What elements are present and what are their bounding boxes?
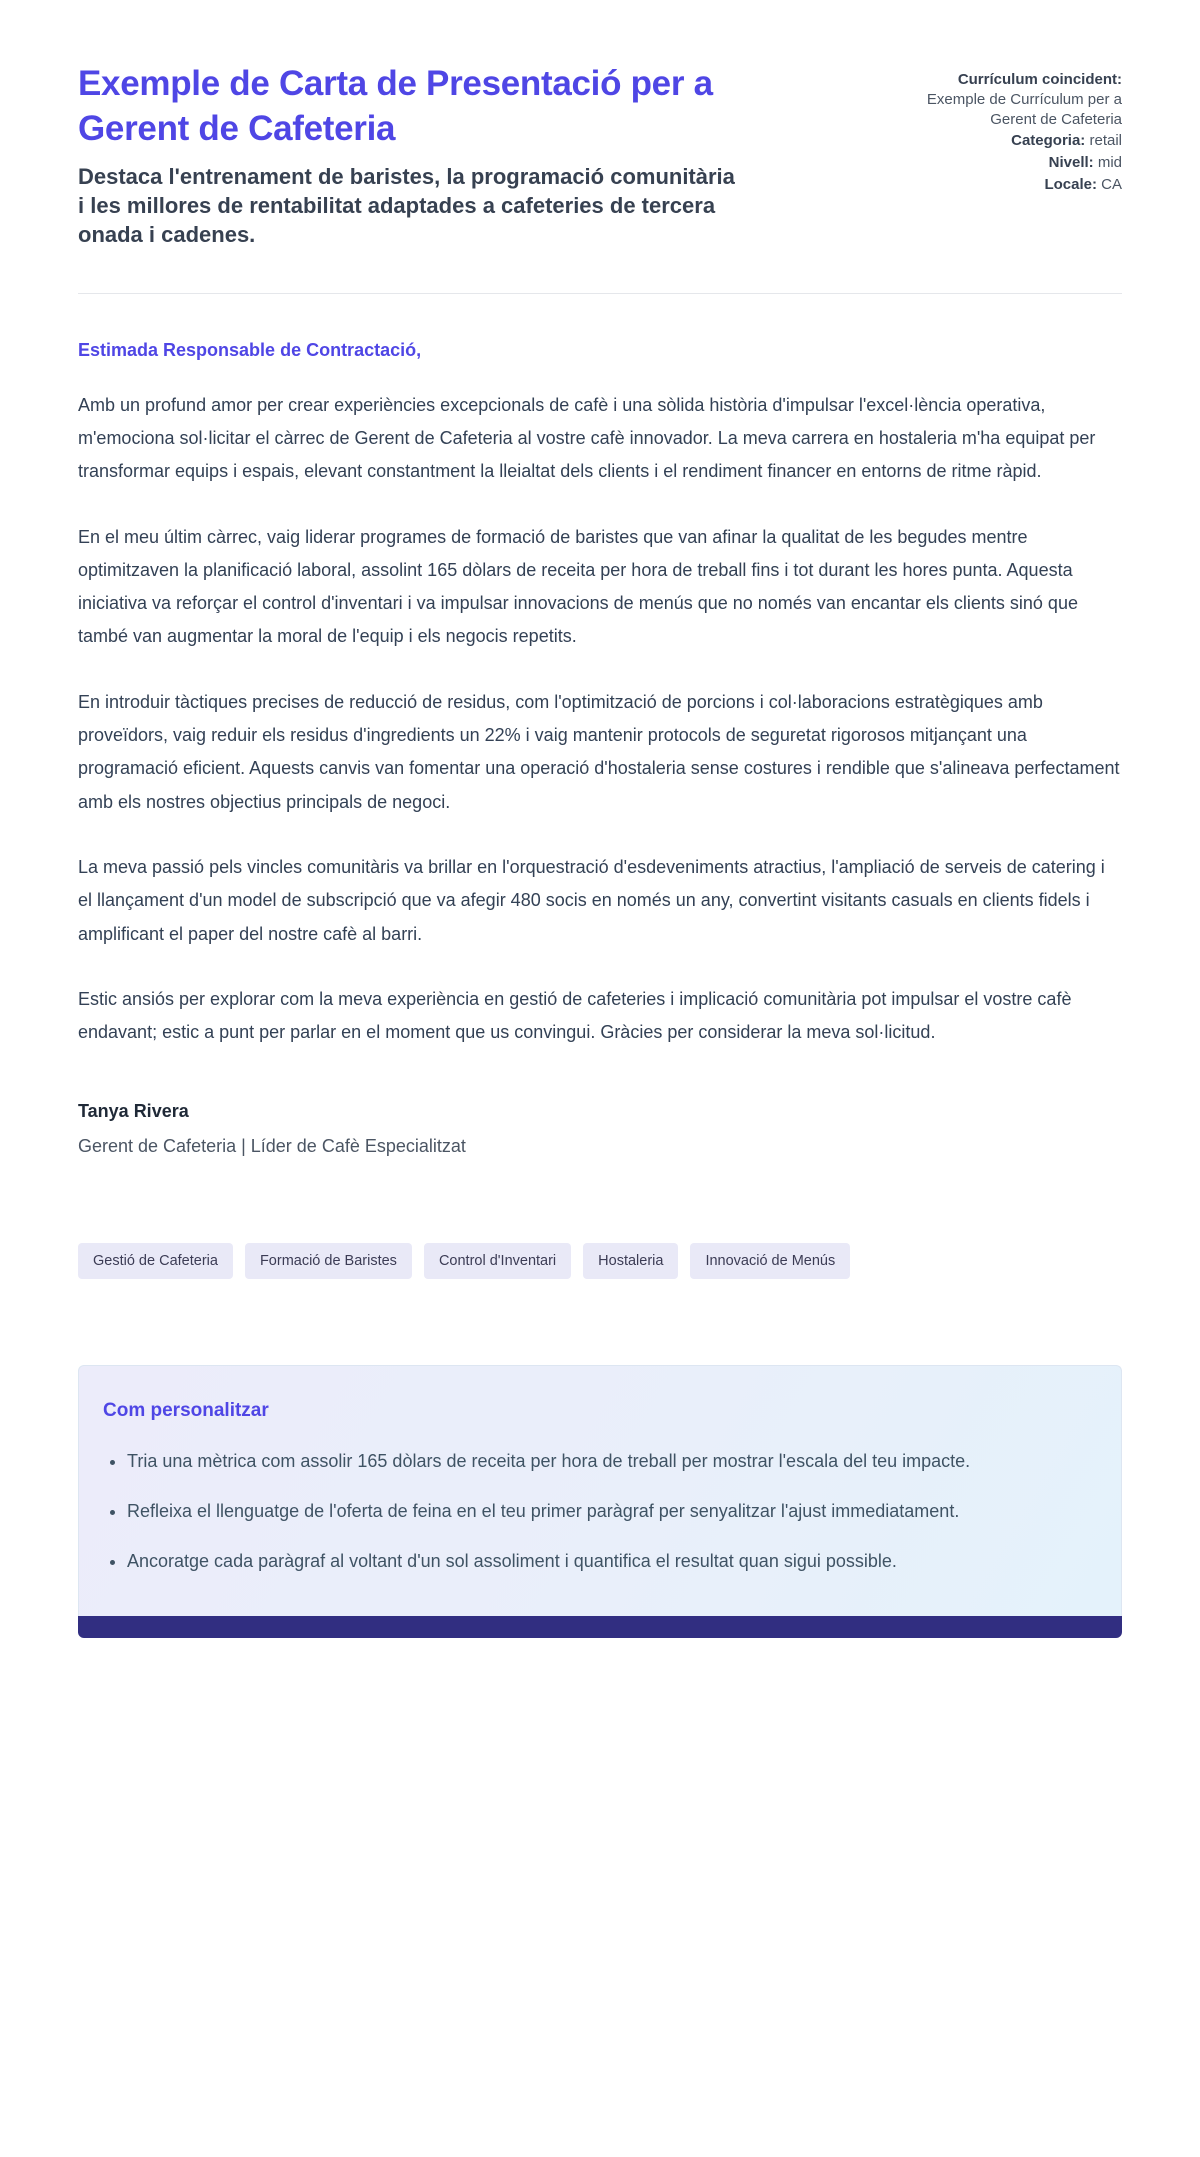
signature-name: Tanya Rivera	[78, 1101, 189, 1122]
category-label: Categoria:	[1011, 132, 1086, 150]
locale-row	[882, 175, 1122, 195]
how-to-personalize-callout	[78, 1365, 1122, 1616]
letter-paragraph: En introduir tàctiques precises de reducció de residus, com l'optimització de porcions i col·laboracions estratègiques amb proveïdors, vaig reduir els residus d'ingredients un 22% i vaig mantenir protocols de seguretat rigorosos mitjançant una programació eficient. Aquests canvis van fomentar una operació d'hostaleria sense costures i rendible que s'alineava perfectament amb els nostres objectius principals de negoci.	[78, 691, 1120, 812]
locale-label: Locale:	[1044, 175, 1097, 193]
cover-letter-page	[78, 0, 1122, 1666]
locale-value: CA	[1101, 175, 1122, 193]
letter-paragraph: Amb un profund amor per crear experiències excepcionals de cafè i una sòlida història d'impulsar l'excel·lència operativa, m'emociona sol·licitar el càrrec de Gerent de Cafeteria al vostre cafè innovador. La meva carrera en hostaleria m'ha equipat per transformar equips i espais, elevant constantment la lleialtat dels clients i el rendiment financer en entorns de ritme ràpid.	[78, 394, 1096, 482]
header-title-block	[78, 62, 738, 249]
callout-bullet-list	[103, 1448, 1093, 1576]
letter-greeting: Estimada Responsable de Contractació,	[78, 339, 422, 360]
callout-bullet: • Tria una mètrica com assolir 165 dòlars de receita per hora de treball per mostrar l'escala del teu impacte.	[127, 1448, 1093, 1476]
page-header	[78, 62, 1122, 249]
page-subtitle: Destaca l'entrenament de baristes, la programació comunitària i les millores de rentabilitat adaptades a cafeteries de tercera onada i cadenes.	[78, 163, 735, 247]
signature-title: Gerent de Cafeteria | Líder de Cafè Especialitzat	[78, 1136, 466, 1157]
matching-resume-label: Currículum coincident:	[957, 71, 1122, 88]
level-value: mid	[1097, 154, 1122, 172]
category-row	[882, 131, 1122, 151]
category-value: retail	[1089, 132, 1122, 150]
callout-bullet: • Refleixa el llenguatge de l'oferta de feina en el teu primer paràgraf per senyalitzar l'ajust immediatament.	[127, 1498, 1093, 1526]
callout-bullet: • Ancoratge cada paràgraf al voltant d'un sol assoliment i quantifica el resultat quan sigui possible.	[127, 1548, 1093, 1576]
tag-innovacio-de-menus[interactable]: Innovació de Menús	[690, 1243, 850, 1279]
letter-body	[78, 340, 1122, 1158]
meta-block	[882, 68, 1122, 195]
callout-accent-bar	[78, 1616, 1122, 1638]
tag-hostaleria[interactable]: Hostaleria	[583, 1243, 678, 1279]
tag-formacio-de-baristes[interactable]: Formació de Baristes	[245, 1243, 412, 1279]
level-label: Nivell:	[1048, 154, 1094, 172]
page-title: Exemple de Carta de Presentació per a Gerent de Cafeteria	[78, 64, 713, 148]
matching-resume-label-row	[882, 70, 1122, 90]
skill-tags	[78, 1243, 1122, 1279]
matching-resume-link[interactable]: Exemple de Currículum per a Gerent de Cafeteria	[926, 90, 1122, 128]
letter-paragraph: En el meu últim càrrec, vaig liderar programes de formació de baristes que van afinar la qualitat de les begudes mentre optimitzaven la planificació laboral, assolint 165 dòlars de receita per hora de treball fins i tot durant les hores punta. Aquesta iniciativa va reforçar el control d'inventari i va impulsar innovacions de menús que no només van encantar els clients sinó que també van augmentar la moral de l'equip i els negocis repetits.	[78, 526, 1078, 647]
callout-title: Com personalitzar	[103, 1400, 269, 1422]
letter-paragraph: Estic ansiós per explorar com la meva experiència en gestió de cafeteries i implicació comunitària pot impulsar el vostre cafè endavant; estic a punt per parlar en el moment que us convingui. Gràcies per considerar la meva sol·licitud.	[78, 988, 1072, 1043]
tag-control-d-inventari[interactable]: Control d'Inventari	[424, 1243, 571, 1279]
header-divider	[78, 293, 1122, 294]
level-row	[882, 153, 1122, 173]
tag-gestio-de-cafeteria[interactable]: Gestió de Cafeteria	[78, 1243, 233, 1279]
letter-paragraph: La meva passió pels vincles comunitàris va brillar en l'orquestració d'esdeveniments atractius, l'ampliació de serveis de catering i el llançament d'un model de subscripció que va afegir 480 socis en només un any, convertint visitants casuals en clients fidels i amplificant el paper del nostre cafè al barri.	[78, 856, 1105, 944]
